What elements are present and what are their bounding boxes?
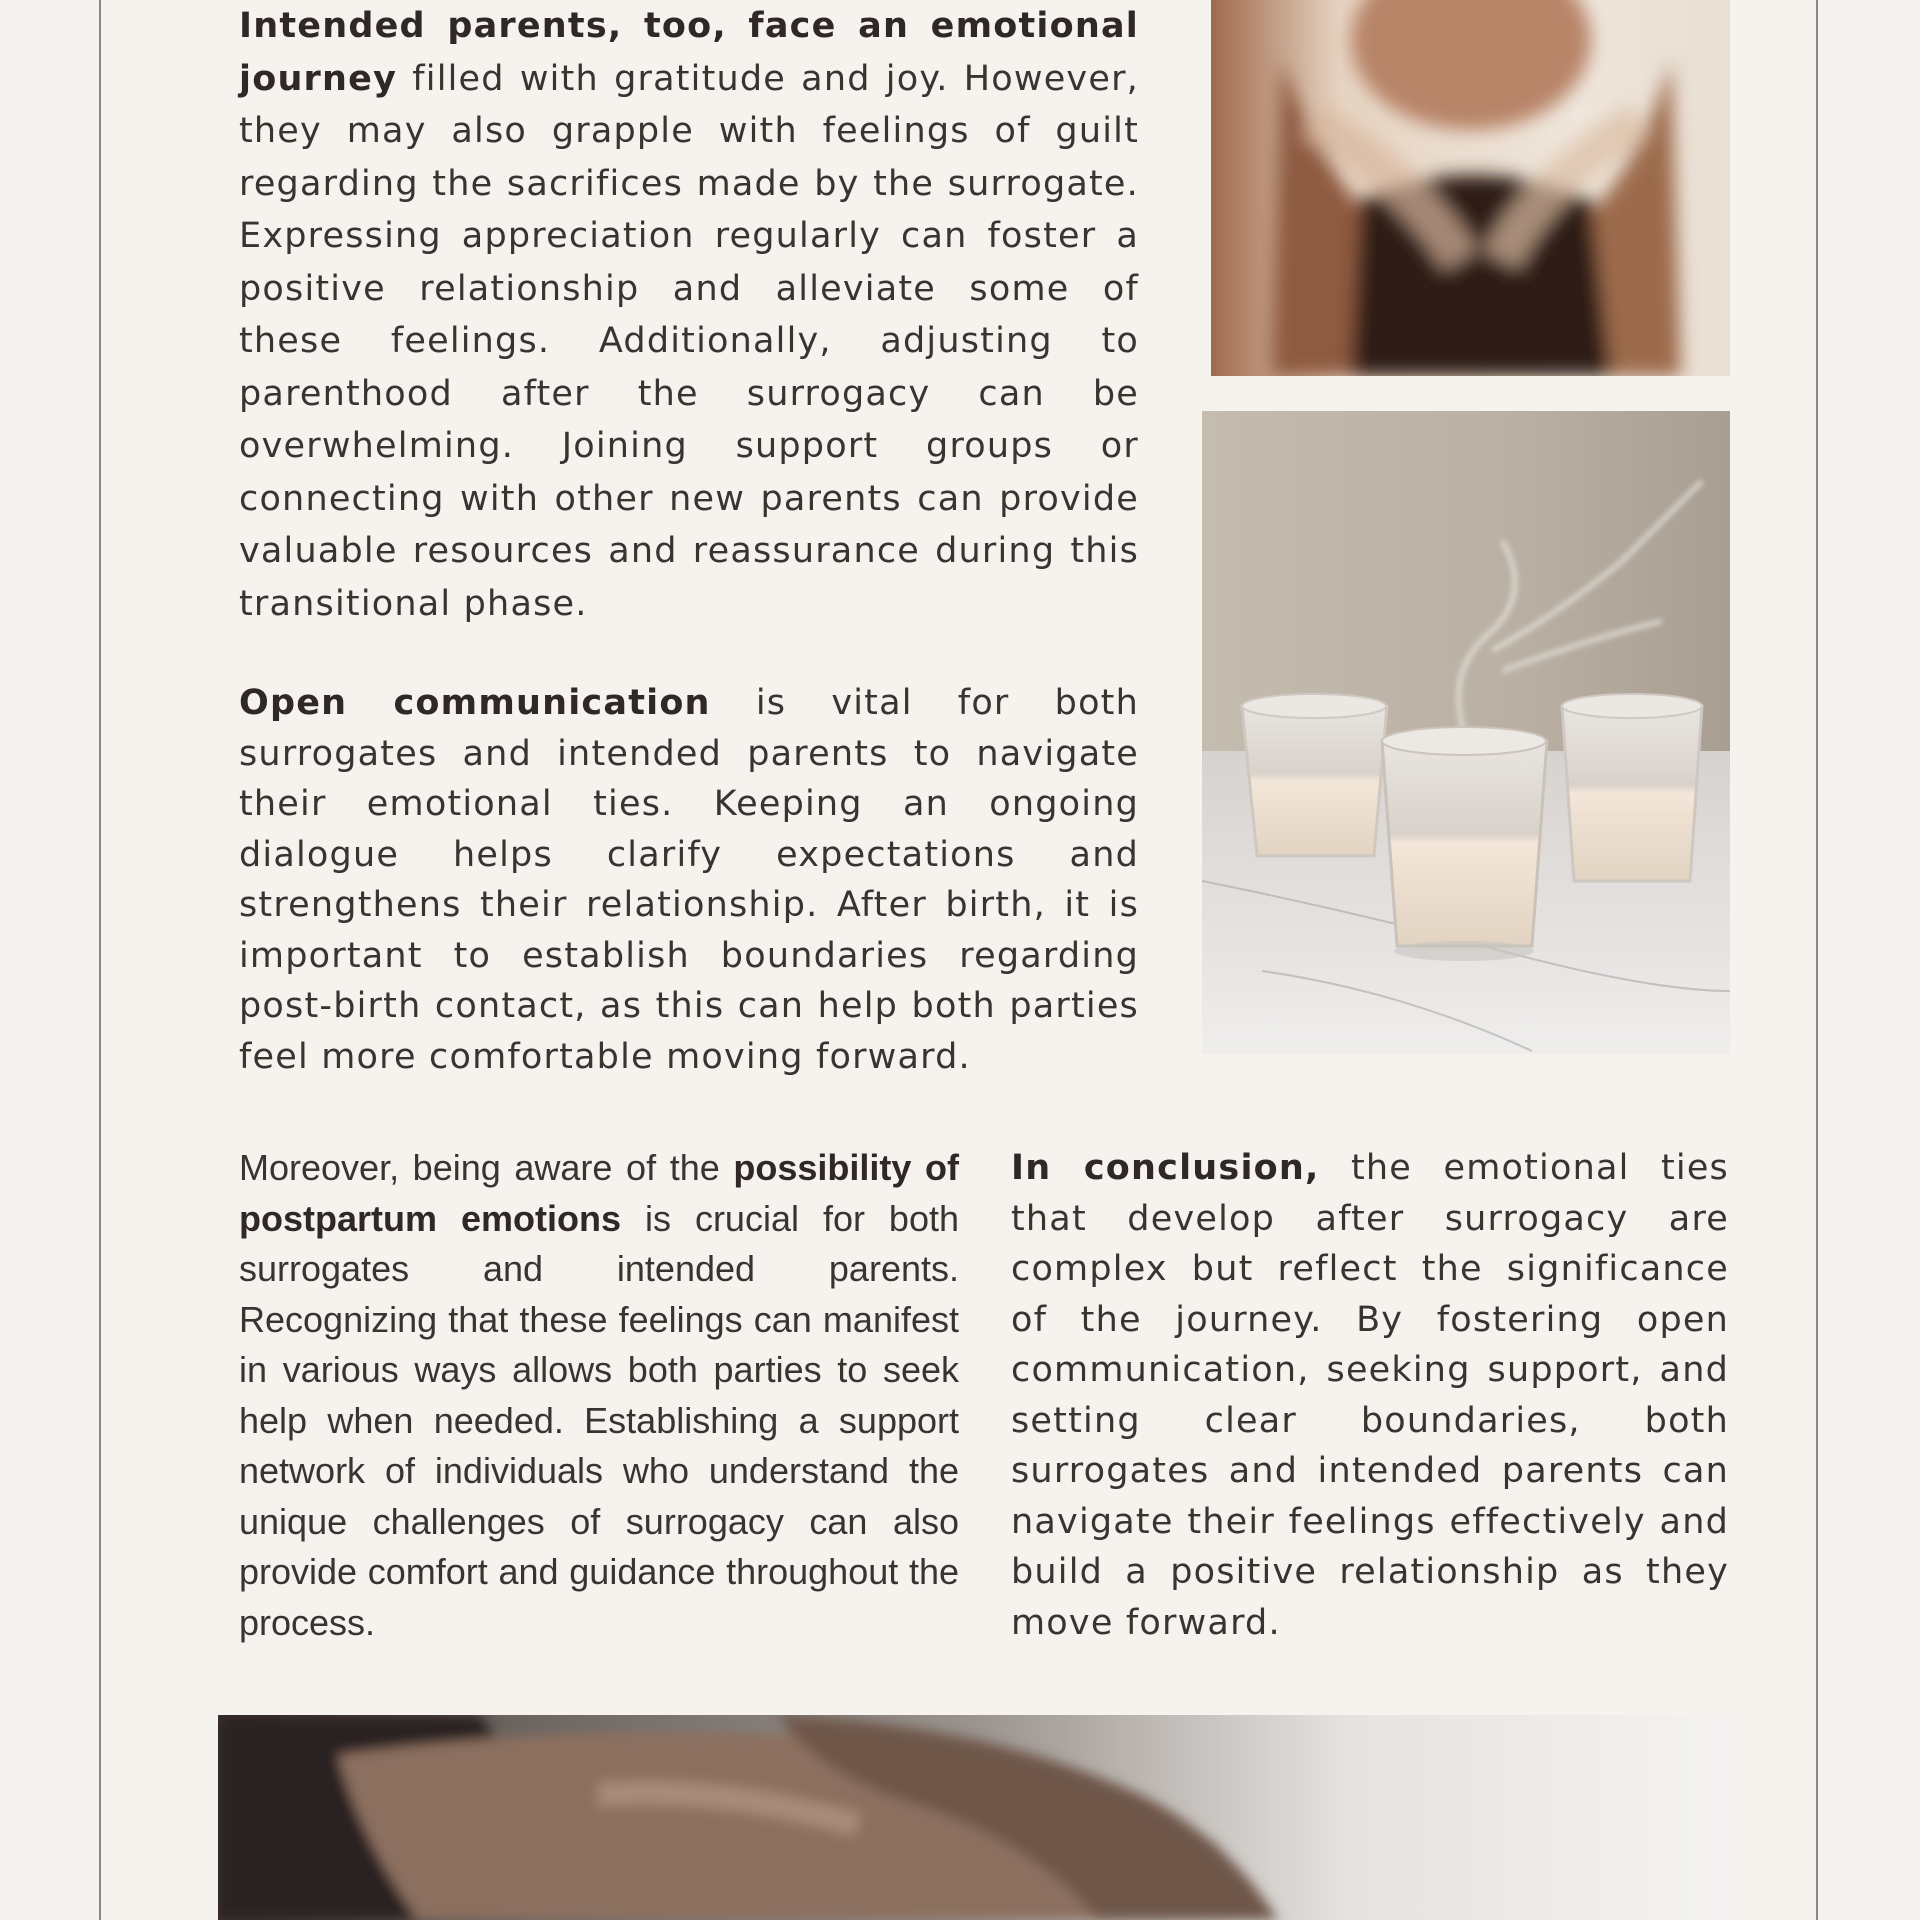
paragraph-body: filled with gratitude and joy. However, they may also grapple with feelings of guilt regarding the sacrifices made by the surrogate. Expressing appreciation regularly can foster a positive relationship and alleviate some of these feelings. Additionally, adjusting to parenthood after the surrogacy can be overwhelming. Joining support groups or connecting with other new parents can provide valuable resources and reassurance during this transitional phase. xyxy=(239,58,1139,624)
paragraph-postpartum xyxy=(239,1143,959,1648)
paragraph-lead: Open communication xyxy=(239,683,711,723)
paragraph-intro: Moreover, being aware of the xyxy=(239,1147,734,1188)
paragraph-lead: possibility of postpartum emotions xyxy=(239,1147,960,1239)
document-page xyxy=(99,0,1818,1920)
paragraph-intended-parents xyxy=(239,0,1139,630)
paragraph-lead: In conclusion, xyxy=(1011,1148,1320,1188)
paragraph-conclusion xyxy=(1011,1143,1729,1648)
paragraph-open-communication xyxy=(239,678,1139,1082)
photo-candles xyxy=(1202,411,1730,1054)
paragraph-lead: Intended parents, too, face an emotional journey xyxy=(239,6,1139,99)
paragraph-body: is vital for both surrogates and intended parents to navigate their emotional ties. Keeping an ongoing dialogue helps clarify expectations and strengthens their relationship. After birth, it is important to establish boundaries regarding post-birth contact, as this can help both parties feel more comfortable moving forward. xyxy=(239,683,1139,1077)
photo-holding-hands xyxy=(218,1715,1730,1920)
paragraph-body: is crucial for both surrogates and intended parents. Recognizing that these feelings can manifest in various ways allows both parties to seek help when needed. Establishing a support network of individuals who understand the unique challenges of surrogacy can also provide comfort and guidance throughout the process. xyxy=(239,1197,959,1643)
photo-stressed-person xyxy=(1211,0,1730,376)
paragraph-body: the emotional ties that develop after surrogacy are complex but reflect the significance of the journey. By fostering open communication, seeking support, and setting clear boundaries, both surrogates and intended parents can navigate their feelings effectively and build a positive relationship as they move forward. xyxy=(1011,1148,1729,1643)
